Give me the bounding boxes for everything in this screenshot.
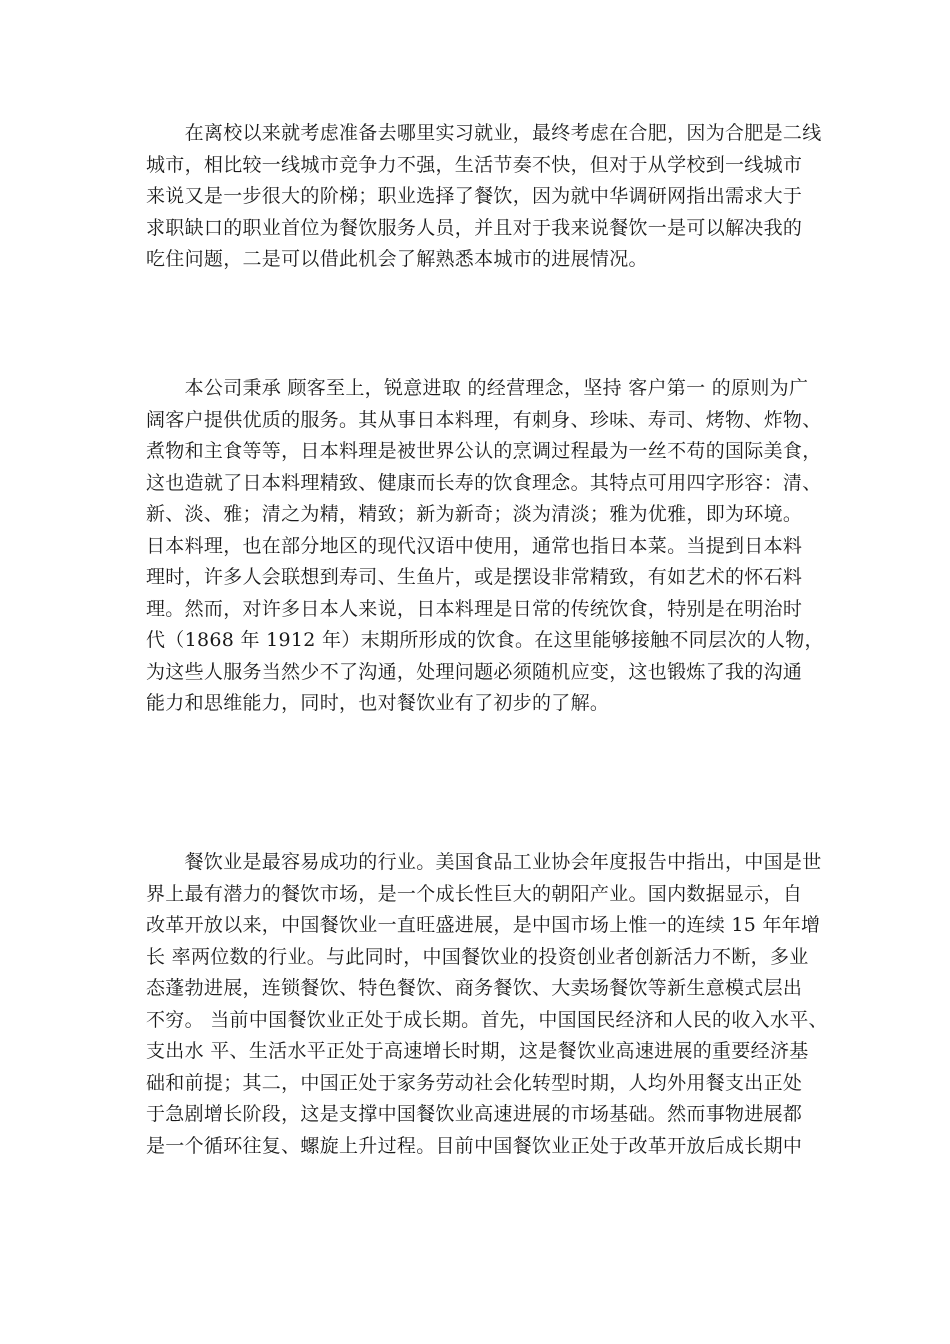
- text-line: 界上最有潜力的餐饮市场，是一个成长性巨大的朝阳产业。国内数据显示，自: [146, 882, 803, 905]
- text-line: 能力和思维能力，同时，也对餐饮业有了初步的了解。: [146, 692, 610, 714]
- text-line: 是一个循环往复、螺旋上升过程。目前中国餐饮业正处于改革开放后成长期中: [146, 1134, 803, 1157]
- text-line: 支出水 平、生活水平正处于高速增长时期，这是餐饮业高速进展的重要经济基: [146, 1040, 809, 1062]
- text-line: 本公司秉承 顾客至上，锐意进取 的经营理念，坚持 客户第一 的原则为广: [146, 377, 809, 399]
- text-line: 日本料理，也在部分地区的现代汉语中使用，通常也指日本菜。当提到日本料: [146, 534, 803, 557]
- text-line: 求职缺口的职业首位为餐饮服务人员，并且对于我来说餐饮一是可以解决我的: [146, 216, 803, 239]
- text-line: 新、淡、雅；清之为精，精致；新为新奇；淡为清淡；雅为优雅，即为环境。: [146, 503, 803, 525]
- text-line: 态蓬勃进展，连锁餐饮、特色餐饮、商务餐饮、大卖场餐饮等新生意模式层出: [146, 977, 803, 999]
- text-line: 代（1868 年 1912 年）末期所形成的饮食。在这里能够接触不同层次的人物，: [146, 629, 824, 651]
- text-line: 餐饮业是最容易成功的行业。美国食品工业协会年度报告中指出，中国是世: [146, 851, 822, 873]
- text-line: 煮物和主食等等，日本料理是被世界公认的烹调过程最为一丝不苟的国际美食，: [146, 440, 822, 462]
- text-line: 这也造就了日本料理精致、健康而长寿的饮食理念。其特点可用四字形容：清、: [146, 471, 822, 494]
- paragraph-company-intro: [146, 373, 824, 720]
- text-line: 来说又是一步很大的阶梯；职业选择了餐饮，因为就中华调研网指出需求大于: [146, 185, 803, 207]
- text-line: 吃住问题，二是可以借此机会了解熟悉本城市的进展情况。: [146, 248, 648, 270]
- text-line: 础和前提；其二，中国正处于家务劳动社会化转型时期，人均外用餐支出正处: [146, 1071, 803, 1094]
- text-line: 于急剧增长阶段，这是支撑中国餐饮业高速进展的市场基础。然而事物进展都: [146, 1103, 803, 1125]
- text-line: 理。然而，对许多日本人来说，日本料理是日常的传统饮食，特别是在明治时: [146, 597, 803, 620]
- text-line: 长 率两位数的行业。与此同时，中国餐饮业的投资创业者创新活力不断，多业: [146, 945, 809, 968]
- text-line: 理时，许多人会联想到寿司、生鱼片，或是摆设非常精致，有如艺术的怀石料: [146, 566, 803, 588]
- text-line: 城市，相比较一线城市竞争力不强，生活节奏不快，但对于从学校到一线城市: [146, 153, 803, 176]
- paragraph-industry-outlook: [146, 847, 828, 1162]
- text-line: 不穷。 当前中国餐饮业正处于成长期。首先，中国国民经济和人民的收入水平、: [146, 1008, 828, 1031]
- text-line: 在离校以来就考虑准备去哪里实习就业，最终考虑在合肥，因为合肥是二线: [146, 122, 822, 144]
- paragraph-internship-choice: [146, 118, 822, 276]
- text-line: 为这些人服务当然少不了沟通，处理问题必须随机应变，这也锻炼了我的沟通: [146, 660, 803, 683]
- text-line: 改革开放以来，中国餐饮业一直旺盛进展，是中国市场上惟一的连续 15 年年增: [146, 914, 821, 936]
- text-line: 阔客户提供优质的服务。其从事日本料理，有刺身、珍味、寿司、烤物、炸物、: [146, 408, 822, 431]
